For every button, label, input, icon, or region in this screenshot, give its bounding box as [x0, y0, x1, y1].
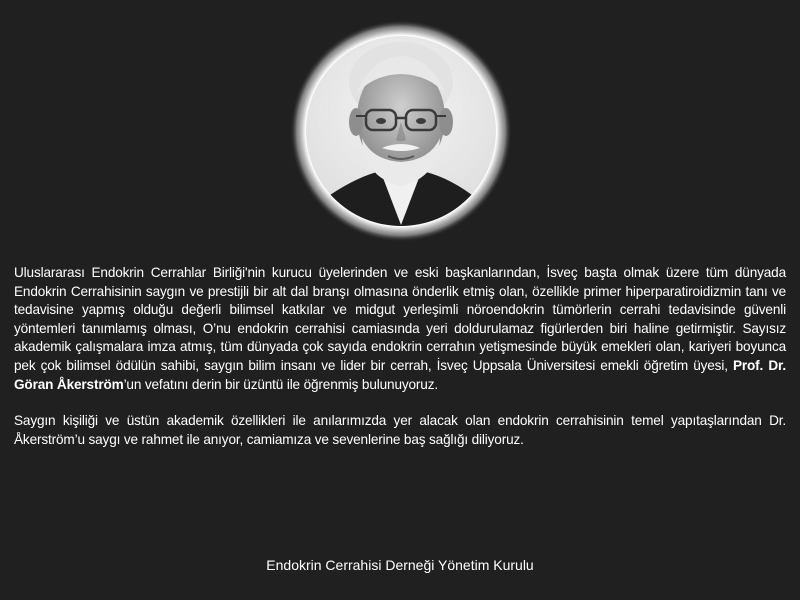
obituary-paragraph-1 — [14, 264, 786, 394]
paragraph-1-intro: Uluslararası Endokrin Cerrahlar Birliği'nin kurucu üyelerinden ve eski başkanlarından, İsveç başta olmak üzere tüm dünyada Endokrin Cerrahisinin saygın ve prestijli bir alt dal branşı olmasına önderlik etmiş olan, özellikle primer hiperparatiroidizmin tanı ve tedavisine yapmış olduğu değerli bilimsel katkılar ve midgut yerleşimli nöroendokrin tümörlerin cerrahi tedavisinde güvenli yöntemleri tanımlamış olması, O’nu endokrin cerrahisi camiasında yeri doldurulamaz figürlerden biri haline getirmiştir. Sayısız akademik çalışmalara imza atmış, tüm dünyada çok sayıda endokrin cerrahın yetişmesinde büyük emekleri olan, kariyeri boyunca pek çok bilimsel ödülün sahibi, saygın bilim insanı ve lider bir cerrah, İsveç Uppsala Üniversitesi emekli öğretim üyesi, — [14, 265, 786, 373]
obituary-paragraph-2: Saygın kişiliği ve üstün akademik özellikleri ile anılarımızda yer alacak olan endokrin cerrahisinin temel yapıtaşlarından Dr. Åkerström’u saygı ve rahmet ile anıyor, camiamıza ve sevenlerine baş sağlığı diliyoruz. — [14, 413, 786, 447]
portrait-illustration — [290, 20, 512, 242]
portrait-photo — [290, 20, 512, 242]
signature: Endokrin Cerrahisi Derneği Yönetim Kurulu — [266, 557, 534, 573]
honoree-name: Prof. Dr. Göran Åkerström — [14, 357, 786, 392]
paragraph-1-ending: ’un vefatını derin bir üzüntü ile öğrenmiş bulunuyoruz. — [123, 376, 438, 392]
obituary-text — [14, 264, 786, 449]
